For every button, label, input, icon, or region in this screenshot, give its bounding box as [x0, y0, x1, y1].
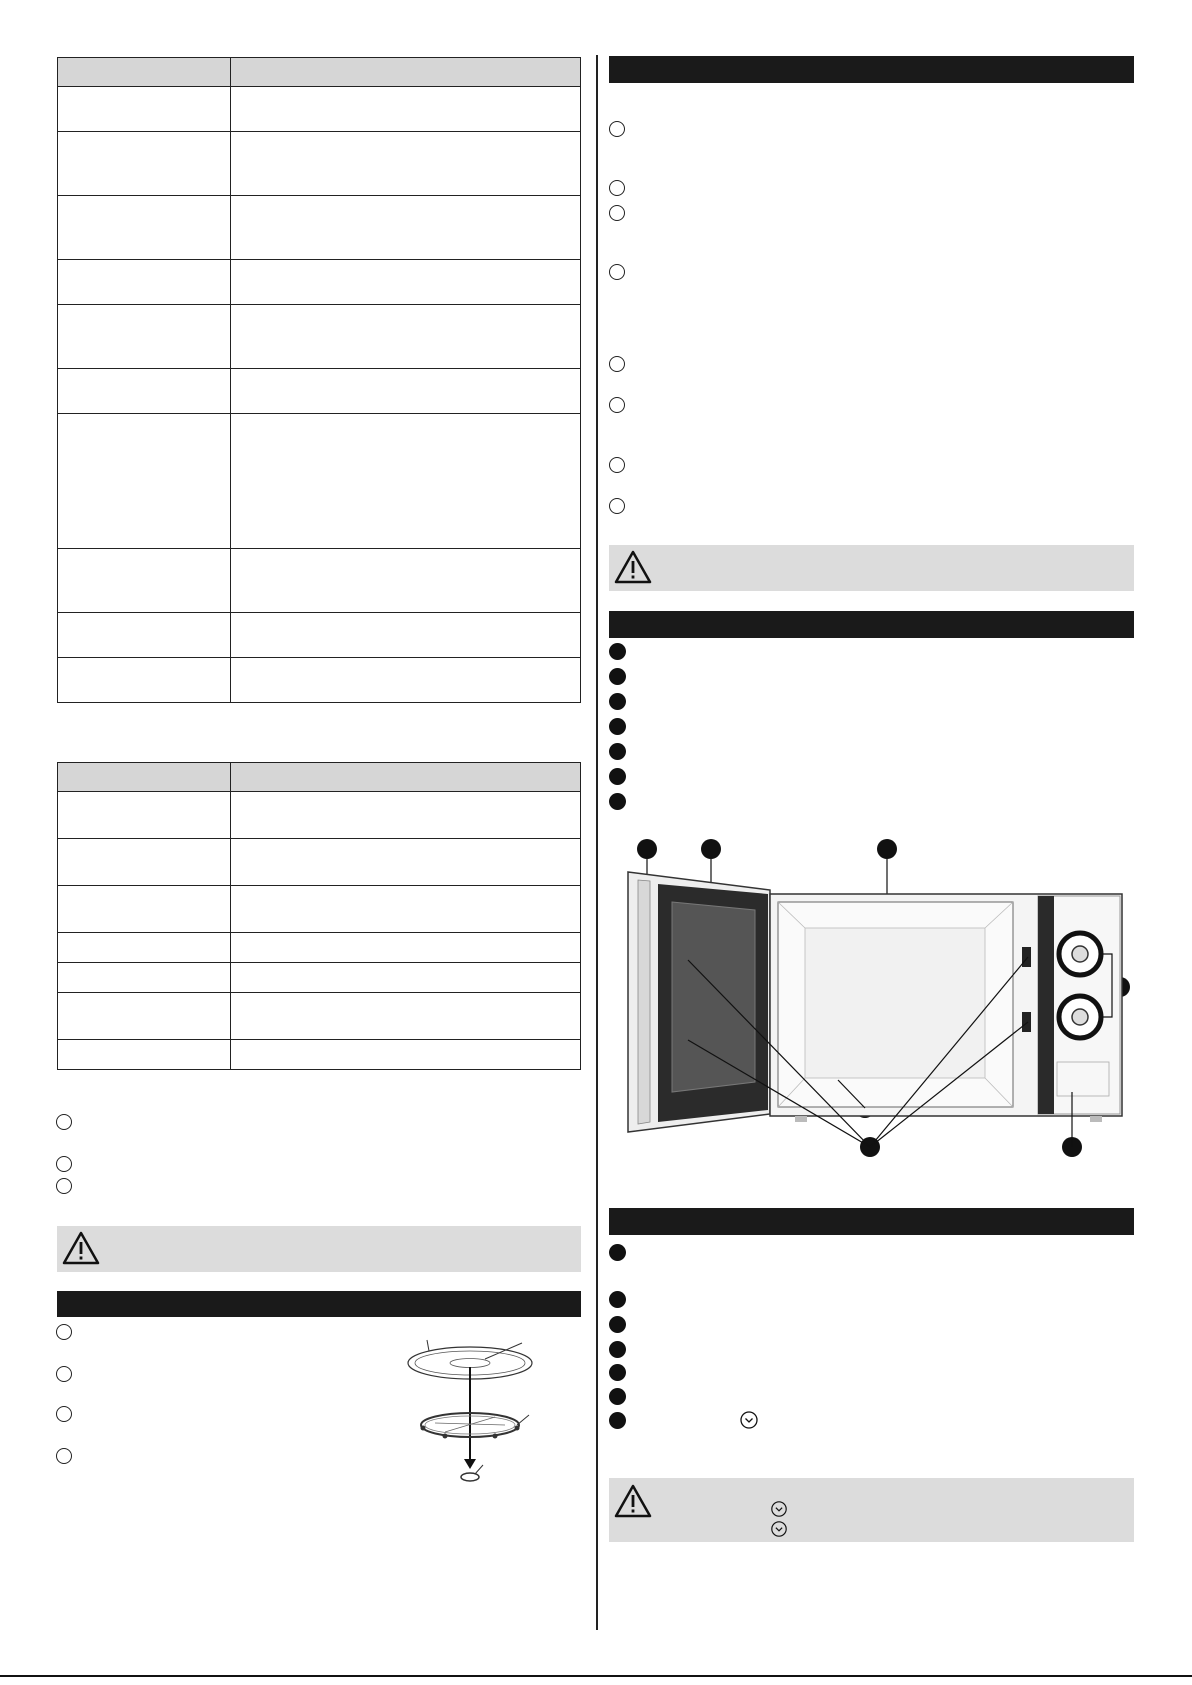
timer-icon — [770, 1500, 788, 1518]
part-number-dot — [609, 668, 626, 685]
warning-box — [609, 545, 1134, 591]
table-row — [58, 839, 581, 886]
part-number-dot — [609, 693, 626, 710]
timer-icon — [770, 1520, 788, 1538]
column-divider — [596, 55, 598, 1630]
note-circle — [609, 397, 625, 413]
table-row — [58, 260, 581, 305]
table-row — [58, 658, 581, 703]
spec-table-2 — [57, 762, 581, 1070]
step-number-dot — [609, 1388, 626, 1405]
table-row — [58, 132, 581, 196]
spec-table-1 — [57, 57, 581, 703]
part-number-dot — [609, 768, 626, 785]
table-header-row — [58, 763, 581, 792]
callout-dot — [877, 839, 897, 859]
note-circle — [609, 205, 625, 221]
note-circle — [56, 1178, 72, 1194]
table-row — [58, 414, 581, 549]
section-header-bar — [609, 611, 1134, 638]
table-row — [58, 196, 581, 260]
part-number-dot — [609, 718, 626, 735]
callout-dot — [701, 839, 721, 859]
table-row — [58, 963, 581, 993]
table-row — [58, 87, 581, 132]
coupler — [461, 1473, 479, 1481]
note-circle — [609, 121, 625, 137]
step-number-dot — [609, 1341, 626, 1358]
note-circle — [609, 356, 625, 372]
table-row — [58, 613, 581, 658]
door-window — [672, 902, 755, 1092]
step-circle — [56, 1366, 72, 1382]
note-circle — [609, 498, 625, 514]
table-row — [58, 993, 581, 1040]
callout-dot — [637, 839, 657, 859]
table-row — [58, 1040, 581, 1070]
step-number-dot — [609, 1412, 626, 1429]
table-row — [58, 369, 581, 414]
note-circle — [609, 457, 625, 473]
note-circle — [56, 1156, 72, 1172]
table-row — [58, 305, 581, 369]
step-circle — [56, 1324, 72, 1340]
note-circle — [609, 180, 625, 196]
section-header-bar — [609, 56, 1134, 83]
part-number-dot — [609, 643, 626, 660]
table-header-row — [58, 58, 581, 87]
section-header-bar — [57, 1291, 581, 1317]
footer-rule — [0, 1675, 1192, 1677]
part-number-dot — [609, 793, 626, 810]
warning-triangle-icon — [614, 1484, 652, 1518]
step-number-dot — [609, 1291, 626, 1308]
warning-triangle-icon — [62, 1231, 100, 1265]
microwave-illustration — [620, 832, 1130, 1172]
table-row — [58, 549, 581, 613]
note-circle — [56, 1114, 72, 1130]
step-number-dot — [609, 1364, 626, 1381]
step-circle — [56, 1406, 72, 1422]
warning-box — [609, 1478, 1134, 1542]
warning-box — [57, 1226, 581, 1272]
step-number-dot — [609, 1316, 626, 1333]
table-row — [58, 933, 581, 963]
warning-triangle-icon — [614, 550, 652, 584]
note-circle — [609, 264, 625, 280]
part-number-dot — [609, 743, 626, 760]
table-row — [58, 792, 581, 839]
step-circle — [56, 1448, 72, 1464]
table-row — [58, 886, 581, 933]
timer-icon — [739, 1410, 759, 1430]
turntable-diagram — [405, 1335, 550, 1490]
section-header-bar — [609, 1208, 1134, 1235]
step-number-dot — [609, 1244, 626, 1261]
